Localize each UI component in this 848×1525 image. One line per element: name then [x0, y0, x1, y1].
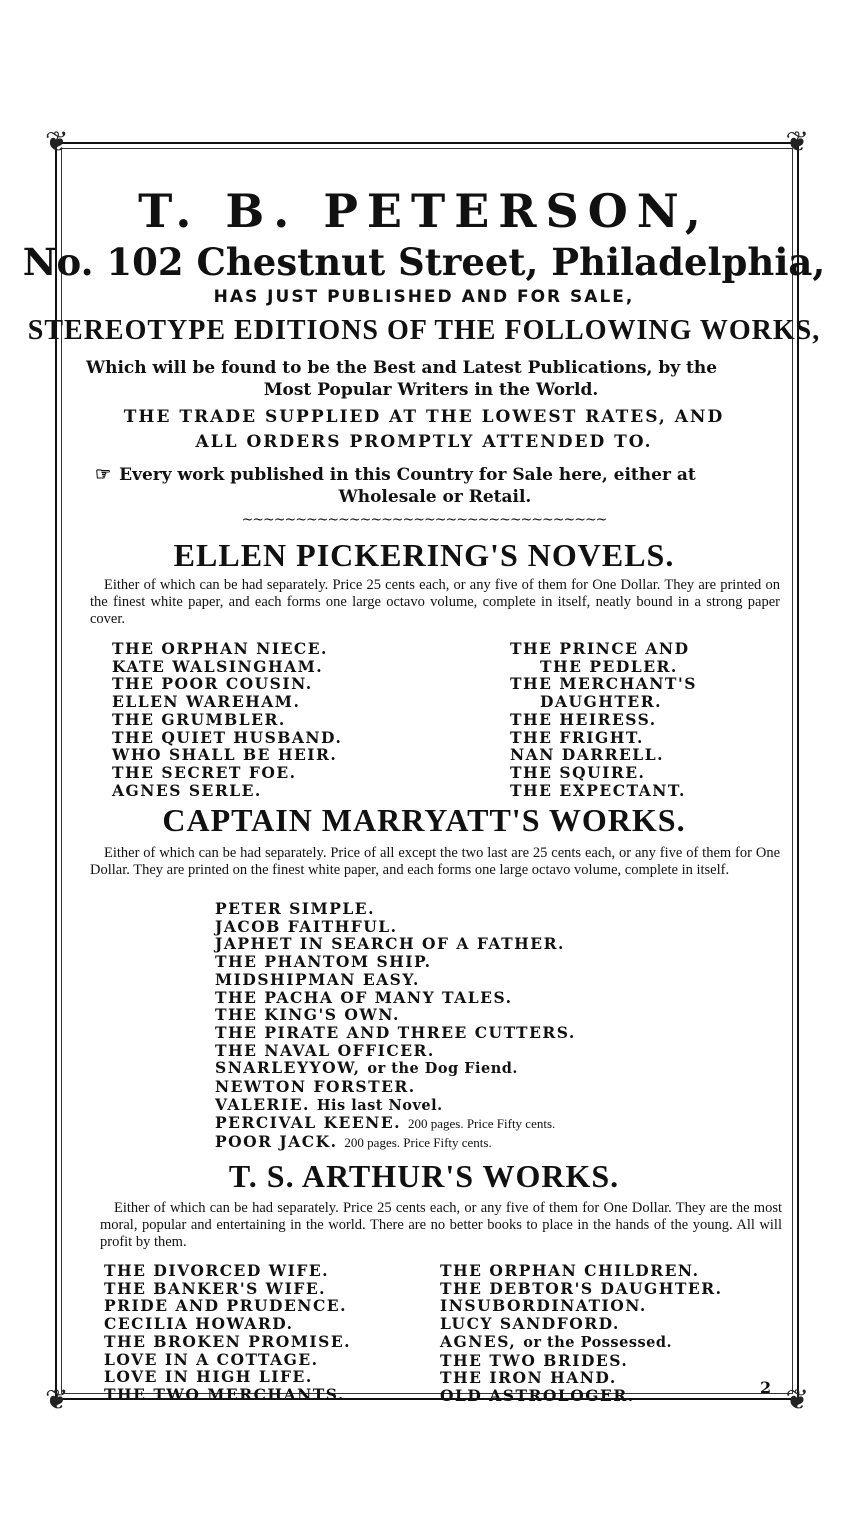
list-item: THE ORPHAN NIECE.: [112, 639, 328, 658]
stereotype-heading: STEREOTYPE EDITIONS OF THE FOLLOWING WORKS,: [27, 315, 821, 346]
trade-line-2: ALL ORDERS PROMPTLY ATTENDED TO.: [195, 432, 653, 452]
list-item: THE EXPECTANT.: [510, 780, 686, 800]
pickering-list-right: [510, 640, 697, 799]
published-line: HAS JUST PUBLISHED AND FOR SALE,: [213, 287, 635, 307]
list-item: THE SECRET FOE.: [112, 762, 297, 782]
list-item: THE KING'S OWN.: [215, 1005, 400, 1025]
list-item: LOVE IN A COTTAGE.: [104, 1349, 319, 1369]
list-item: THE TWO BRIDES.: [440, 1350, 629, 1370]
arthur-intro: Either of which can be had separately. Price 25 cents each, or any five of them for One Dollar. They are the most moral, popular and entertaining in the world. There are no better books to place in the hands of the young. All will profit by them.: [100, 1200, 782, 1250]
list-item: DAUGHTER.: [540, 692, 662, 712]
pickering-section-title: ELLEN PICKERING'S NOVELS.: [173, 537, 675, 573]
list-item: THE IRON HAND.: [440, 1368, 617, 1388]
list-item: VALERIE. His last Novel.: [215, 1094, 443, 1114]
every-work-notice: [95, 464, 775, 508]
list-item: THE ORPHAN CHILDREN.: [440, 1261, 700, 1280]
list-item: THE NAVAL OFFICER.: [215, 1040, 435, 1060]
list-item: THE PRINCE AND: [510, 639, 690, 658]
pickering-list-left: [112, 640, 342, 799]
list-item: THE PHANTOM SHIP.: [215, 952, 432, 972]
list-item: NAN DARRELL.: [510, 745, 664, 765]
publisher-name: T. B. PETERSON,: [138, 184, 710, 238]
list-item: WHO SHALL BE HEIR.: [112, 745, 338, 765]
list-item: PRIDE AND PRUDENCE.: [104, 1296, 347, 1316]
list-item: KATE WALSINGHAM.: [112, 656, 324, 676]
every-line-1: Every work published in this Country for Sale here, either at: [119, 465, 696, 485]
list-item: THE MERCHANT'S: [510, 674, 697, 694]
corner-ornament-icon: ❦: [45, 125, 69, 158]
publisher-address: No. 102 Chestnut Street, Philadelphia,: [22, 240, 826, 284]
list-item: JACOB FAITHFUL.: [215, 916, 398, 936]
pointing-hand-icon: ☞: [95, 464, 112, 485]
corner-ornament-icon: ❦: [45, 1383, 69, 1416]
corner-ornament-icon: ❦: [785, 125, 809, 158]
page-number: 2: [760, 1378, 772, 1397]
list-item: THE BROKEN PROMISE.: [104, 1331, 352, 1351]
ornament-divider: ~~~~~~~~~~~~~~~~~~~~~~~~~~~~~~~~~~: [241, 512, 607, 528]
list-item: THE GRUMBLER.: [112, 709, 286, 729]
which-line-1: Which will be found to be the Best and Latest Publications, by the: [86, 358, 718, 378]
list-item: THE PIRATE AND THREE CUTTERS.: [215, 1022, 576, 1042]
list-item: INSUBORDINATION.: [440, 1296, 647, 1316]
list-item: SNARLEYYOW, or the Dog Fiend.: [215, 1058, 518, 1078]
marryatt-list: [215, 900, 576, 1152]
list-item: CECILIA HOWARD.: [104, 1314, 294, 1334]
list-item: PETER SIMPLE.: [215, 899, 375, 918]
list-item: LOVE IN HIGH LIFE.: [104, 1367, 313, 1387]
marryatt-section-title: CAPTAIN MARRYATT'S WORKS.: [162, 802, 686, 838]
list-item: THE FRIGHT.: [510, 727, 644, 747]
list-item: JAPHET IN SEARCH OF A FATHER.: [215, 934, 565, 954]
list-item: THE POOR COUSIN.: [112, 674, 313, 694]
list-item: THE BANKER'S WIFE.: [104, 1278, 327, 1298]
pickering-intro: Either of which can be had separately. Price 25 cents each, or any five of them for One Dollar. They are printed on the finest white paper, and each forms one large octavo volume, complete in itself, neatly bound in a strong paper cover.: [90, 577, 780, 627]
list-item: ELLEN WAREHAM.: [112, 692, 301, 712]
arthur-section-title: T. S. ARTHUR'S WORKS.: [228, 1158, 620, 1194]
arthur-list-left: [104, 1262, 351, 1404]
list-item: NEWTON FORSTER.: [215, 1077, 416, 1097]
list-item: OLD ASTROLOGER.: [440, 1385, 635, 1405]
list-item: THE PACHA OF MANY TALES.: [215, 987, 513, 1007]
list-item: POOR JACK. 200 pages. Price Fifty cents.: [215, 1132, 492, 1152]
list-item: THE HEIRESS.: [510, 709, 657, 729]
list-item: PERCIVAL KEENE. 200 pages. Price Fifty cents.: [215, 1113, 556, 1133]
list-item: THE QUIET HUSBAND.: [112, 727, 343, 747]
list-item: THE PEDLER.: [540, 656, 678, 676]
corner-ornament-icon: ❦: [785, 1383, 809, 1416]
which-line-2: Most Popular Writers in the World.: [263, 380, 599, 400]
list-item: THE DEBTOR'S DAUGHTER.: [440, 1278, 723, 1298]
marryatt-intro: Either of which can be had separately. Price of all except the two last are 25 cents each, or any five of them for One Dollar. They are printed on the finest white paper, and each forms one large octavo volume, complete in itself.: [90, 845, 780, 878]
list-item: LUCY SANDFORD.: [440, 1314, 620, 1334]
list-item: AGNES SERLE.: [112, 780, 262, 800]
every-line-2: Wholesale or Retail.: [338, 487, 532, 507]
best-publications-text: [86, 357, 776, 401]
list-item: MIDSHIPMAN EASY.: [215, 969, 420, 989]
trade-line-1: THE TRADE SUPPLIED AT THE LOWEST RATES, AND: [123, 407, 725, 427]
trade-notice: [0, 405, 848, 455]
list-item: THE DIVORCED WIFE.: [104, 1261, 330, 1280]
list-item: THE SQUIRE.: [510, 762, 646, 782]
arthur-list-right: [440, 1262, 723, 1405]
list-item: AGNES, or the Possessed.: [440, 1331, 673, 1351]
list-item: THE TWO MERCHANTS.: [104, 1384, 345, 1404]
